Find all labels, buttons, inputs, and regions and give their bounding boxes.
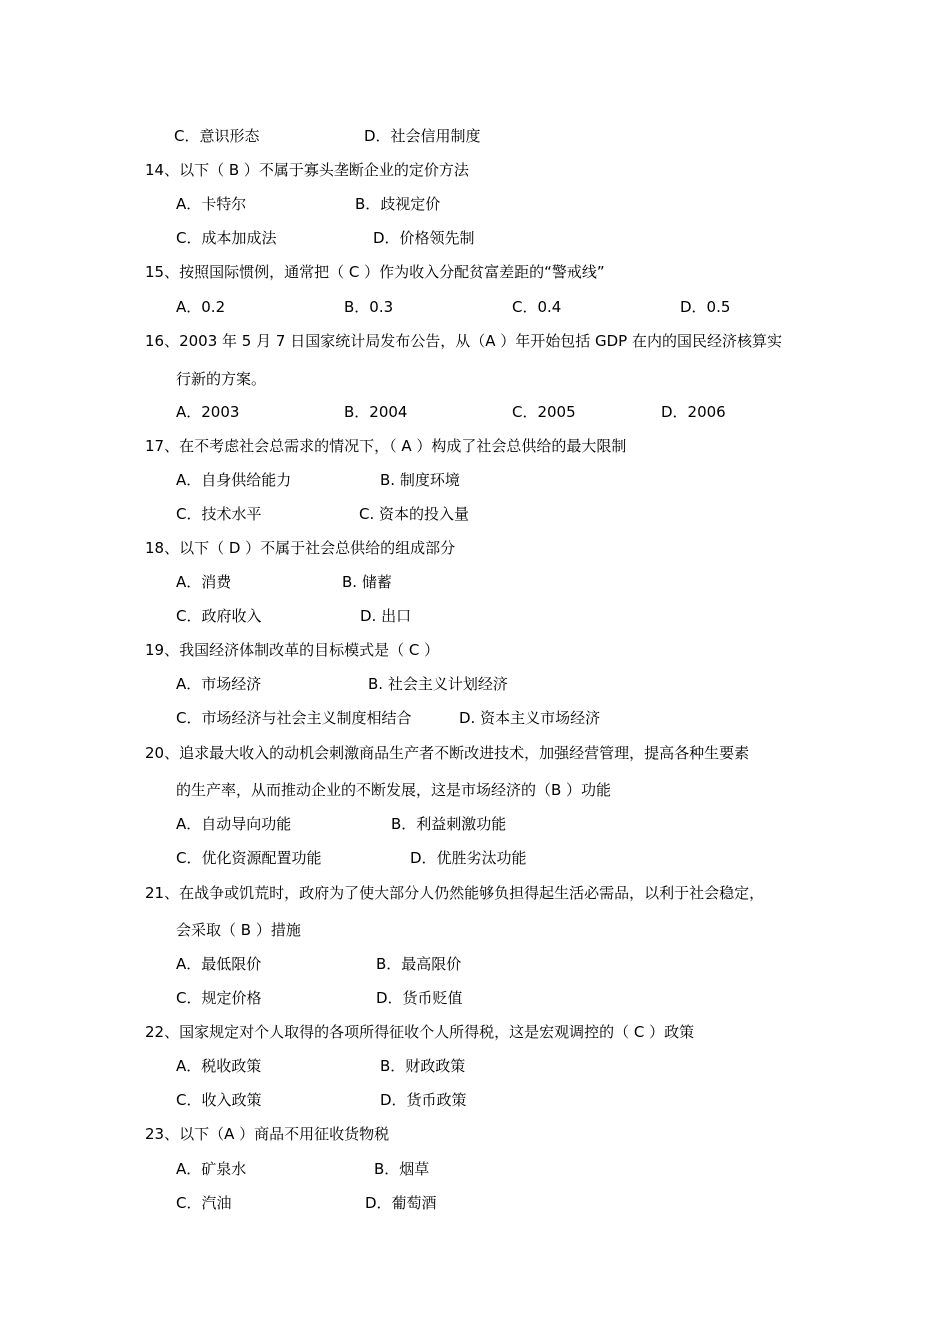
q16-option-d: D．2006 — [661, 403, 726, 421]
q23-option-c: C．汽油 — [176, 1194, 232, 1212]
q19-option-b: B. 社会主义计划经济 — [368, 675, 508, 693]
q22-option-c: C．收入政策 — [176, 1091, 262, 1109]
q20-stem-line1-text: 20、追求最大收入的动机会刺激商品生产者不断改进技术，加强经营管理，提高各种生要素 — [145, 744, 750, 762]
q23-option-b: B．烟草 — [374, 1160, 430, 1178]
q22-stem-text: 22、国家规定对个人取得的各项所得征收个人所得税，这是宏观调控的（ C ）政策 — [145, 1023, 695, 1041]
q19-stem-text: 19、我国经济体制改革的目标模式是（ C ） — [145, 641, 440, 659]
q19-option-a: A．市场经济 — [176, 675, 262, 693]
q15-option-b: B．0.3 — [344, 298, 394, 316]
q19-option-c: C．市场经济与社会主义制度相结合 — [176, 709, 412, 727]
q22-option-b: B．财政政策 — [380, 1057, 466, 1075]
q16-option-b: B．2004 — [344, 403, 408, 421]
q21-option-b: B．最高限价 — [376, 955, 462, 973]
q13-option-c: C．意识形态 — [174, 127, 260, 145]
q15-option-d: D．0.5 — [680, 298, 731, 316]
q22-option-d: D．货币政策 — [380, 1091, 467, 1109]
q17-option-d: C. 资本的投入量 — [359, 505, 470, 523]
q13-option-d: D．社会信用制度 — [364, 127, 481, 145]
q17-option-b: B. 制度环境 — [380, 471, 460, 489]
q18-option-b: B. 储蓄 — [342, 573, 392, 591]
q20-option-a: A．自动导向功能 — [176, 815, 292, 833]
q21-option-d: D．货币贬值 — [376, 989, 463, 1007]
q21-stem-line2-text: 会采取（ B ）措施 — [176, 921, 301, 939]
q16-stem-line2-text: 行新的方案。 — [176, 370, 267, 388]
q14-stem-text: 14、以下（ B ）不属于寡头垄断企业的定价方法 — [145, 161, 469, 179]
q23-option-a: A．矿泉水 — [176, 1160, 247, 1178]
q15-option-c: C．0.4 — [512, 298, 562, 316]
q16-stem-line1-text: 16、2003 年 5 月 7 日国家统计局发布公告，从（A ）年开始包括 GDP 在内的国民经济核算实 — [145, 332, 782, 350]
q16-option-c: C．2005 — [512, 403, 576, 421]
q18-option-c: C．政府收入 — [176, 607, 262, 625]
q21-option-c: C．规定价格 — [176, 989, 262, 1007]
q20-option-b: B．利益刺激功能 — [391, 815, 507, 833]
q22-option-a: A．税收政策 — [176, 1057, 262, 1075]
q14-option-b: B．歧视定价 — [355, 195, 441, 213]
q23-stem-text: 23、以下（A ）商品不用征收货物税 — [145, 1125, 390, 1143]
q18-option-a: A．消费 — [176, 573, 232, 591]
q20-option-c: C．优化资源配置功能 — [176, 849, 322, 867]
q14-option-d: D．价格领先制 — [373, 229, 475, 247]
q21-stem-line1-text: 21、在战争或饥荒时，政府为了使大部分人仍然能够负担得起生活必需品，以利于社会稳定， — [145, 884, 765, 902]
q16-option-a: A．2003 — [176, 403, 240, 421]
q14-option-c: C．成本加成法 — [176, 229, 277, 247]
q17-option-c: C．技术水平 — [176, 505, 262, 523]
q19-option-d: D. 资本主义市场经济 — [459, 709, 601, 727]
q21-option-a: A．最低限价 — [176, 955, 262, 973]
q15-option-a: A．0.2 — [176, 298, 226, 316]
q20-stem-line2-text: 的生产率，从而推动企业的不断发展，这是市场经济的（B ）功能 — [176, 781, 612, 799]
q18-option-d: D. 出口 — [360, 607, 412, 625]
q23-option-d: D．葡萄酒 — [365, 1194, 437, 1212]
q20-option-d: D．优胜劣汰功能 — [410, 849, 527, 867]
q14-option-a: A．卡特尔 — [176, 195, 247, 213]
q17-stem-text: 17、在不考虑社会总需求的情况下，（ A ）构成了社会总供给的最大限制 — [145, 437, 627, 455]
q15-stem-text: 15、按照国际惯例，通常把（ C ）作为收入分配贫富差距的“警戒线” — [145, 263, 605, 281]
q18-stem-text: 18、以下（ D ）不属于社会总供给的组成部分 — [145, 539, 456, 557]
q17-option-a: A．自身供给能力 — [176, 471, 292, 489]
